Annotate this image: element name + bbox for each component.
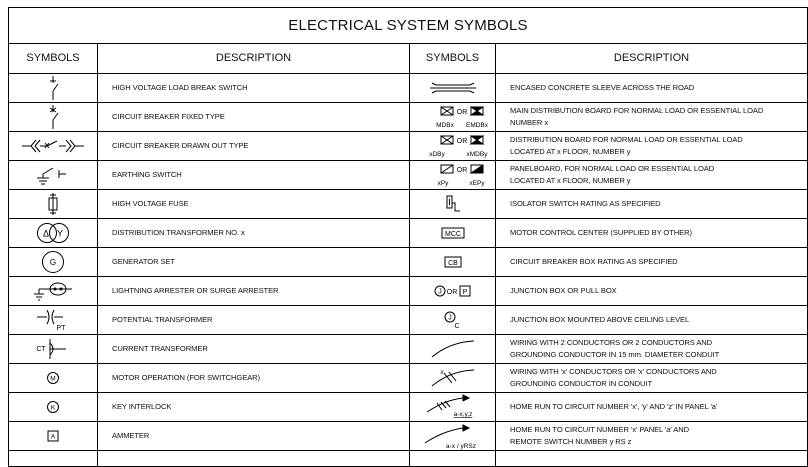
description-cell: EARTHING SWITCH <box>112 170 182 179</box>
high-voltage-fuse-icon <box>9 190 97 218</box>
svg-text:J: J <box>447 314 452 322</box>
earthing-switch-icon <box>9 161 97 189</box>
description-cell: WIRING WITH 'x' CONDUCTORS OR 'x' CONDUCTORS AND GROUNDING CONDUCTOR IN CONDUIT <box>510 367 717 388</box>
description-cell: ENCASED CONCRETE SLEEVE ACROSS THE ROAD <box>510 83 695 92</box>
generator-set-icon <box>9 248 97 276</box>
svg-text:A: A <box>50 433 56 441</box>
potential-transformer-icon <box>9 306 97 334</box>
description-cell: AMMETER <box>112 431 150 440</box>
wiring-x-conductors-icon <box>410 364 495 392</box>
main-distribution-board-icon <box>410 103 495 131</box>
svg-text:M: M <box>50 375 56 383</box>
svg-text:xEPy: xEPy <box>468 180 485 187</box>
lightning-arrester-icon <box>9 277 97 305</box>
description-cell: MOTOR CONTROL CENTER (SUPPLIED BY OTHER) <box>510 228 692 237</box>
svg-text:OR: OR <box>456 167 467 174</box>
svg-text:xDBy: xDBy <box>428 151 445 158</box>
symbols-header-right: SYMBOLS <box>425 52 480 64</box>
svg-text:MCC: MCC <box>444 231 461 238</box>
svg-text:OR: OR <box>456 138 467 145</box>
svg-text:C: C <box>453 323 460 330</box>
svg-text:G: G <box>49 258 57 267</box>
svg-text:CT: CT <box>36 346 46 353</box>
wiring-2-conductors-icon <box>410 335 495 363</box>
description-cell: DISTRIBUTION TRANSFORMER NO. x <box>112 228 245 237</box>
motor-operation-icon <box>9 364 97 392</box>
description-cell: LIGHTNING ARRESTER OR SURGE ARRESTER <box>112 286 279 295</box>
svg-text:a-x / yRSz: a-x / yRSz <box>445 443 476 450</box>
svg-text:xMDBy: xMDBy <box>466 151 487 158</box>
svg-text:Δ: Δ <box>42 228 50 239</box>
description-cell: HOME RUN TO CIRCUIT NUMBER 'x', 'y' AND 'z' IN PANEL 'a' <box>510 402 718 411</box>
description-cell: JUNCTION BOX MOUNTED ABOVE CEILING LEVEL <box>510 315 690 324</box>
row-divider <box>9 450 807 451</box>
svg-text:OR: OR <box>446 289 457 296</box>
description-cell: CIRCUIT BREAKER BOX RATING AS SPECIFIED <box>510 257 678 266</box>
svg-text:PT: PT <box>56 325 66 332</box>
circuit-breaker-drawn-out-icon <box>9 132 97 160</box>
legend-title: ELECTRICAL SYSTEM SYMBOLS <box>9 8 807 44</box>
electrical-symbols-legend <box>8 7 808 467</box>
panelboard-icon <box>410 161 495 189</box>
high-voltage-load-break-switch-icon <box>9 74 97 102</box>
current-transformer-icon <box>9 335 97 363</box>
description-cell: CURRENT TRANSFORMER <box>112 344 208 353</box>
encased-concrete-sleeve-icon <box>410 74 495 102</box>
motor-control-center-icon <box>410 219 495 247</box>
junction-box-ceiling-icon <box>410 306 495 334</box>
description-cell: JUNCTION BOX OR PULL BOX <box>510 286 617 295</box>
distribution-board-icon <box>410 132 495 160</box>
svg-text:CB: CB <box>447 260 458 267</box>
description-cell: HOME RUN TO CIRCUIT NUMBER 'x' PANEL 'a' AND REMOTE SWITCH NUMBER y RS z <box>510 425 690 446</box>
column-divider <box>495 44 496 466</box>
key-interlock-icon <box>9 393 97 421</box>
svg-text:K: K <box>50 404 56 412</box>
isolator-switch-icon <box>410 190 495 218</box>
home-run-remote-switch-icon <box>410 422 495 450</box>
description-cell: GENERATOR SET <box>112 257 175 266</box>
description-header-right: DESCRIPTION <box>613 52 690 64</box>
svg-text:xPy: xPy <box>437 180 448 187</box>
junction-box-icon <box>410 277 495 305</box>
svg-text:x: x <box>439 369 444 376</box>
svg-text:EMDBx: EMDBx <box>465 122 488 129</box>
svg-text:Y: Y <box>56 228 64 239</box>
distribution-transformer-icon <box>9 219 97 247</box>
description-cell: DISTRIBUTION BOARD FOR NORMAL LOAD OR ESSENTIAL LOAD LOCATED AT x FLOOR, NUMBER y <box>510 135 743 156</box>
symbols-header-left: SYMBOLS <box>26 52 80 64</box>
circuit-breaker-fixed-icon <box>9 103 97 131</box>
description-cell: ISOLATOR SWITCH RATING AS SPECIFIED <box>510 199 661 208</box>
circuit-breaker-box-icon <box>410 248 495 276</box>
home-run-icon <box>410 393 495 421</box>
description-cell: WIRING WITH 2 CONDUCTORS OR 2 CONDUCTORS AND GROUNDING CONDUCTOR IN 15 mm. DIAMETER CONDUIT <box>510 338 720 359</box>
ammeter-icon <box>9 422 97 450</box>
svg-text:OR: OR <box>456 109 467 116</box>
description-cell: MOTOR OPERATION (FOR SWITCHGEAR) <box>112 373 260 382</box>
description-cell: PANELBOARD, FOR NORMAL LOAD OR ESSENTIAL LOAD LOCATED AT x FLOOR, NUMBER y <box>510 164 715 185</box>
description-cell: CIRCUIT BREAKER FIXED TYPE <box>112 112 225 121</box>
description-cell: KEY INTERLOCK <box>112 402 172 411</box>
description-cell: HIGH VOLTAGE FUSE <box>112 199 189 208</box>
description-cell: MAIN DISTRIBUTION BOARD FOR NORMAL LOAD OR ESSENTIAL LOAD NUMBER x <box>510 106 764 127</box>
svg-text:P: P <box>462 289 467 296</box>
svg-text:J: J <box>437 288 442 296</box>
description-cell: POTENTIAL TRANSFORMER <box>112 315 213 324</box>
description-cell: CIRCUIT BREAKER DRAWN OUT TYPE <box>112 141 249 150</box>
description-header-left: DESCRIPTION <box>215 52 292 64</box>
svg-text:MDBx: MDBx <box>435 122 454 129</box>
column-divider <box>97 44 98 466</box>
svg-text:a-x,y,z: a-x,y,z <box>453 411 472 418</box>
description-cell: HIGH VOLTAGE LOAD BREAK SWITCH <box>112 83 248 92</box>
